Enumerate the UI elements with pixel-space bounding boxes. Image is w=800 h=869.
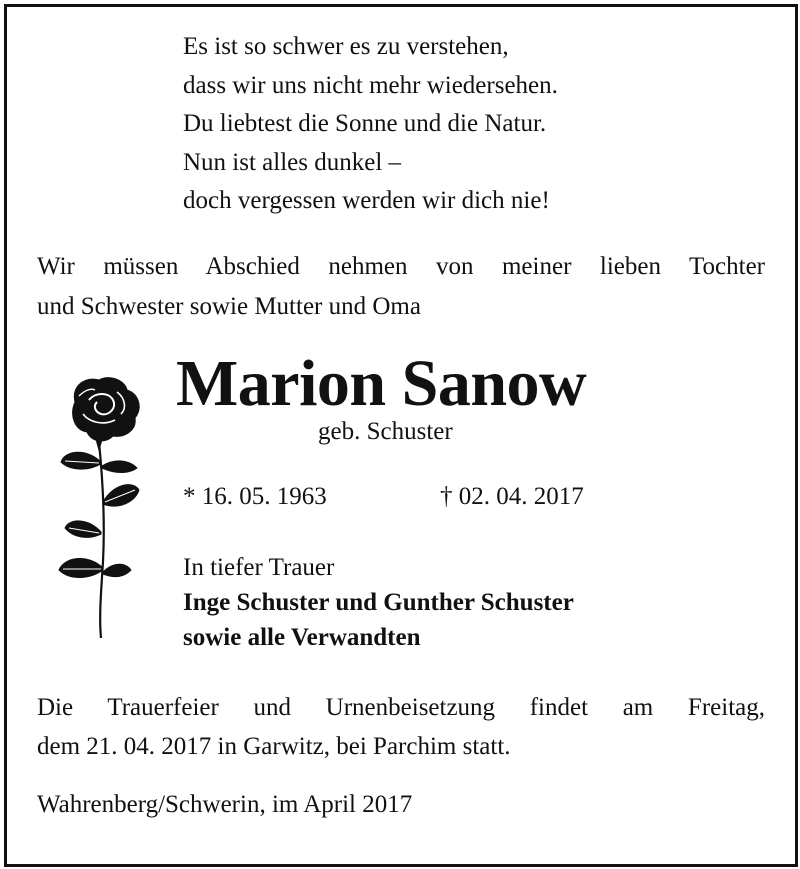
funeral-info-line: Die Trauerfeier und Urnenbeisetzung findet am Freitag, [37, 694, 765, 721]
poem-line: doch vergessen werden wir dich nie! [183, 187, 550, 214]
farewell-intro-line: Wir müssen Abschied nehmen von meiner lieben Tochter [37, 253, 765, 280]
mourners-intro: In tiefer Trauer [183, 554, 335, 581]
deceased-name: Marion Sanow [176, 347, 587, 420]
poem-line: Du liebtest die Sonne und die Natur. [183, 110, 547, 137]
poem-line: dass wir uns nicht mehr wiedersehen. [183, 71, 558, 99]
birth-date: * 16. 05. 1963 [183, 483, 327, 510]
funeral-info [37, 688, 765, 766]
maiden-name: geb. Schuster [318, 418, 453, 445]
poem-line: Nun ist alles dunkel – [183, 148, 402, 176]
farewell-intro [37, 247, 765, 327]
poem-line: Es ist so schwer es zu verstehen, [183, 33, 509, 60]
place-and-date: Wahrenberg/Schwerin, im April 2017 [37, 791, 413, 818]
mourners-names: Inge Schuster und Gunther Schuster [183, 589, 574, 616]
funeral-info-line: dem 21. 04. 2017 in Garwitz, bei Parchim statt. [37, 733, 511, 760]
rose-icon [55, 372, 155, 640]
memorial-poem [183, 28, 558, 221]
farewell-intro-line: und Schwester sowie Mutter und Oma [37, 293, 421, 320]
mourners-others: sowie alle Verwandten [183, 624, 421, 651]
death-date: † 02. 04. 2017 [440, 483, 584, 510]
mourners-block [183, 550, 574, 655]
